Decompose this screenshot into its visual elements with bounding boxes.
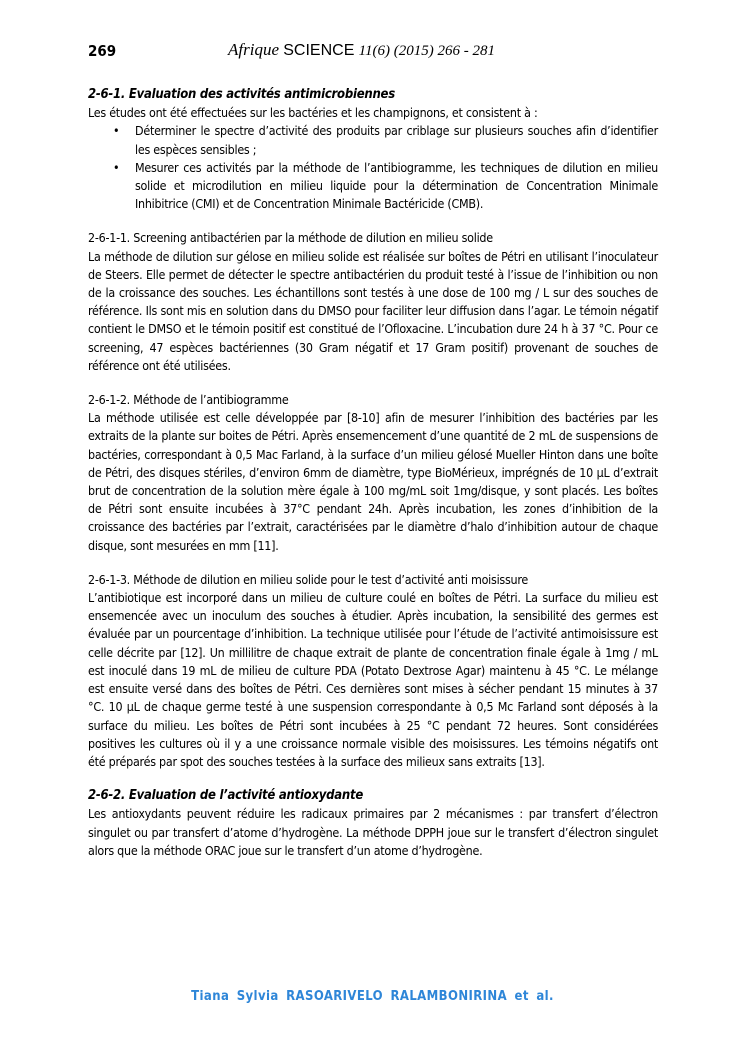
heading-2-6-1-3: 2-6-1-3. Méthode de dilution en milieu solide pour le test d’activité anti moisissure [88, 571, 529, 587]
intro-paragraph: Les études ont été effectuées sur les bactéries et les champignons, et consistent à : [88, 105, 538, 121]
list-item [88, 122, 658, 158]
bullet-icon: • [113, 123, 120, 139]
running-header [88, 40, 658, 64]
paragraph-screening: La méthode de dilution sur gélose en milieu solide est réalisée sur boîtes de Pétri en utilisant l’inoculateur de Steers. Elle permet de détecter le spectre antibactérien du produit testé à l’issue de l’inhibition ou non de la croissance des souches. Les échantillons sont testés à une dose de 100 mg / L sur des souches de référence. Ils sont mis en solution dans du DMSO pour faciliter leur diffusion dans l’agar. Le témoin négatif contient le DMSO et le témoin positif est constitué de l’Ofloxacine. L’incubation dure 24 h à 37 °C. Pour ce screening, 47 espèces bactériennes (30 Gram négatif et 17 Gram positif) provenant de souches de référence ont été utilisées. [88, 248, 658, 373]
journal-title [228, 40, 495, 60]
list-item [88, 159, 658, 214]
journal-title-name: SCIENCE [283, 42, 355, 59]
footer-authors: Tiana Sylvia RASOARIVELO RALAMBONIRINA et al. [191, 989, 554, 1004]
list-item-text: Mesurer ces activités par la méthode de l’antibiogramme, les techniques de dilution en milieu solide et microdilution en milieu liquide pour la détermination de Concentration Minimale Inhibitrice (CMI) et de Concentration Minimale Bactéricide (CMB). [135, 159, 658, 212]
paragraph-antioxydante: Les antioxydants peuvent réduire les radicaux primaires par 2 mécanismes : par transfert d’électron singulet ou par transfert d’atome d’hydrogène. La méthode DPPH joue sur le transfert d’électron singulet alors que la méthode ORAC joue sur le transfert d’un atome d’hydrogène. [88, 806, 658, 858]
heading-2-6-1-2: 2-6-1-2. Méthode de l’antibiogramme [88, 392, 289, 408]
heading-2-6-1-1: 2-6-1-1. Screening antibactérien par la méthode de dilution en milieu solide [88, 230, 493, 246]
bullet-list [88, 122, 658, 213]
journal-reference: 11(6) (2015) 266 - 281 [358, 43, 495, 59]
journal-title-italic: Afrique [228, 40, 279, 59]
list-item-text: Déterminer le spectre d’activité des produits par criblage sur plusieurs souches afin d’identifier les espèces sensibles ; [135, 123, 658, 157]
paragraph-antimoisissure: L’antibiotique est incorporé dans un milieu de culture coulé en boîtes de Pétri. La surface du milieu est ensemencée avec un inoculum des souches à étudier. Après incubation, la sensibilité des germes est évaluée par un pourcentage d’inhibition. La technique utilisée pour l’étude de l’activité antimoisissure est celle décrite par [12]. Un millilitre de chaque extrait de plante de concentration finale égale à 1mg / mL est inoculé dans 19 mL de milieu de culture PDA (Potato Dextrose Agar) maintenu à 45 °C. Le mélange est ensuite versé dans des boîtes de Pétri. Ces dernières sont mises à sécher pendant 15 minutes à 37 °C. 10 µL de chaque germe testé à une suspension correspondante à 0,5 Mc Farland sont déposés à la surface du milieu. Les boîtes de Pétri sont incubées à 25 °C pendant 72 heures. Sont considérées positives les cultures où il y a une croissance normale visible des moisissures. Les témoins négatifs ont été préparés par spot des souches testées à la surface des milieux sans extraits [13]. [88, 590, 658, 769]
heading-2-6-1: 2-6-1. Evaluation des activités antimicrobiennes [88, 87, 395, 102]
paragraph-antibiogramme: La méthode utilisée est celle développée par [8-10] afin de mesurer l’inhibition des bactéries par les extraits de la plante sur boites de Pétri. Après ensemencement d’une quantité de 2 mL de suspensions de bactéries, correspondant à 0,5 Mac Farland, à la surface d’un milieu gélosé Mueller Hinton dans une boîte de Pétri, des disques stériles, d’environ 6mm de diamètre, type BioMérieux, imprégnés de 10 µL d’extrait brut de concentration de la solution mère égale à 100 mg/mL soit 1mg/disque, y sont placés. Les boîtes de Pétri sont ensuite incubées à 37°C pendant 24h. Après incubation, les zones d’inhibition de la croissance des bactéries par l’extrait, caractérisées par le diamètre d’halo d’inhibition autour de chaque disque, sont mesurées en mm [11]. [88, 410, 658, 553]
heading-2-6-2: 2-6-2. Evaluation de l’activité antioxydante [88, 788, 363, 804]
bullet-icon: • [113, 159, 120, 175]
article-body [88, 86, 658, 860]
page-number: 269 [88, 42, 117, 60]
